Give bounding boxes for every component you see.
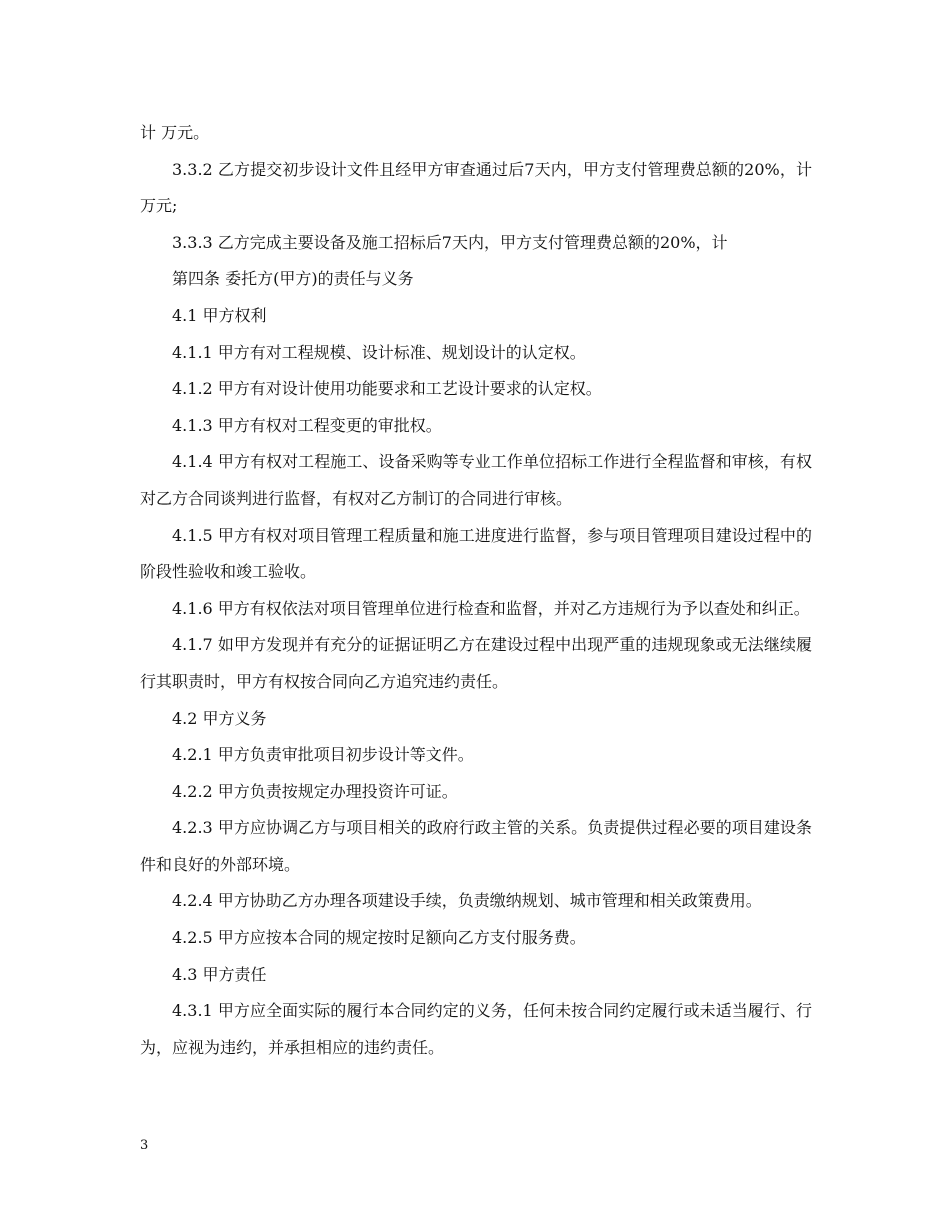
paragraph: 4.1.7 如甲方发现并有充分的证据证明乙方在建设过程中出现严重的违规现象或无法继续履行其职责时，甲方有权按合同向乙方追究违约责任。: [140, 635, 812, 691]
paragraph: 3.3.2 乙方提交初步设计文件且经甲方审查通过后7天内，甲方支付管理费总额的20%，计 万元;: [140, 159, 812, 216]
paragraph: 4.2.3 甲方应协调乙方与项目相关的政府行政主管的关系。负责提供过程必要的项目建设条件和良好的外部环境。: [140, 818, 812, 874]
paragraph: 4.1.4 甲方有权对工程施工、设备采购等专业工作单位招标工作进行全程监督和审核，有权对乙方合同谈判进行监督，有权对乙方制订的合同进行审核。: [140, 452, 812, 508]
paragraph: 4.1.2 甲方有对设计使用功能要求和工艺设计要求的认定权。: [172, 379, 602, 399]
paragraph: 4.2.5 甲方应按本合同的规定按时足额向乙方支付服务费。: [172, 928, 586, 948]
subsection-heading: 4.2 甲方义务: [172, 708, 267, 728]
paragraph: 4.1.3 甲方有权对工程变更的审批权。: [172, 415, 442, 435]
paragraph: 4.1.5 甲方有权对项目管理工程质量和施工进度进行监督，参与项目管理项目建设过程中的阶段性验收和竣工验收。: [140, 525, 812, 582]
section-heading: 第四条 委托方(甲方)的责任与义务: [172, 269, 414, 289]
document-body: [140, 115, 812, 1066]
paragraph: 计 万元。: [140, 123, 210, 142]
subsection-heading: 4.3 甲方责任: [172, 964, 267, 984]
paragraph: 4.3.1 甲方应全面实际的履行本合同约定的义务，任何未按合同约定履行或未适当履行、行为，应视为违约，并承担相应的违约责任。: [140, 1001, 812, 1057]
page-number: 3: [140, 1138, 149, 1153]
paragraph: 4.1.1 甲方有对工程规模、设计标准、规划设计的认定权。: [172, 342, 586, 362]
paragraph: 4.2.4 甲方协助乙方办理各项建设手续，负责缴纳规划、城市管理和相关政策费用。: [172, 891, 762, 911]
paragraph: 3.3.3 乙方完成主要设备及施工招标后7天内，甲方支付管理费总额的20%，计: [172, 232, 728, 252]
paragraph: 4.2.1 甲方负责审批项目初步设计等文件。: [172, 745, 474, 765]
paragraph: 4.1.6 甲方有权依法对项目管理单位进行检查和监督，并对乙方违规行为予以查处和纠正。: [172, 598, 810, 618]
subsection-heading: 4.1 甲方权利: [172, 305, 267, 325]
paragraph: 4.2.2 甲方负责按规定办理投资许可证。: [172, 781, 458, 801]
